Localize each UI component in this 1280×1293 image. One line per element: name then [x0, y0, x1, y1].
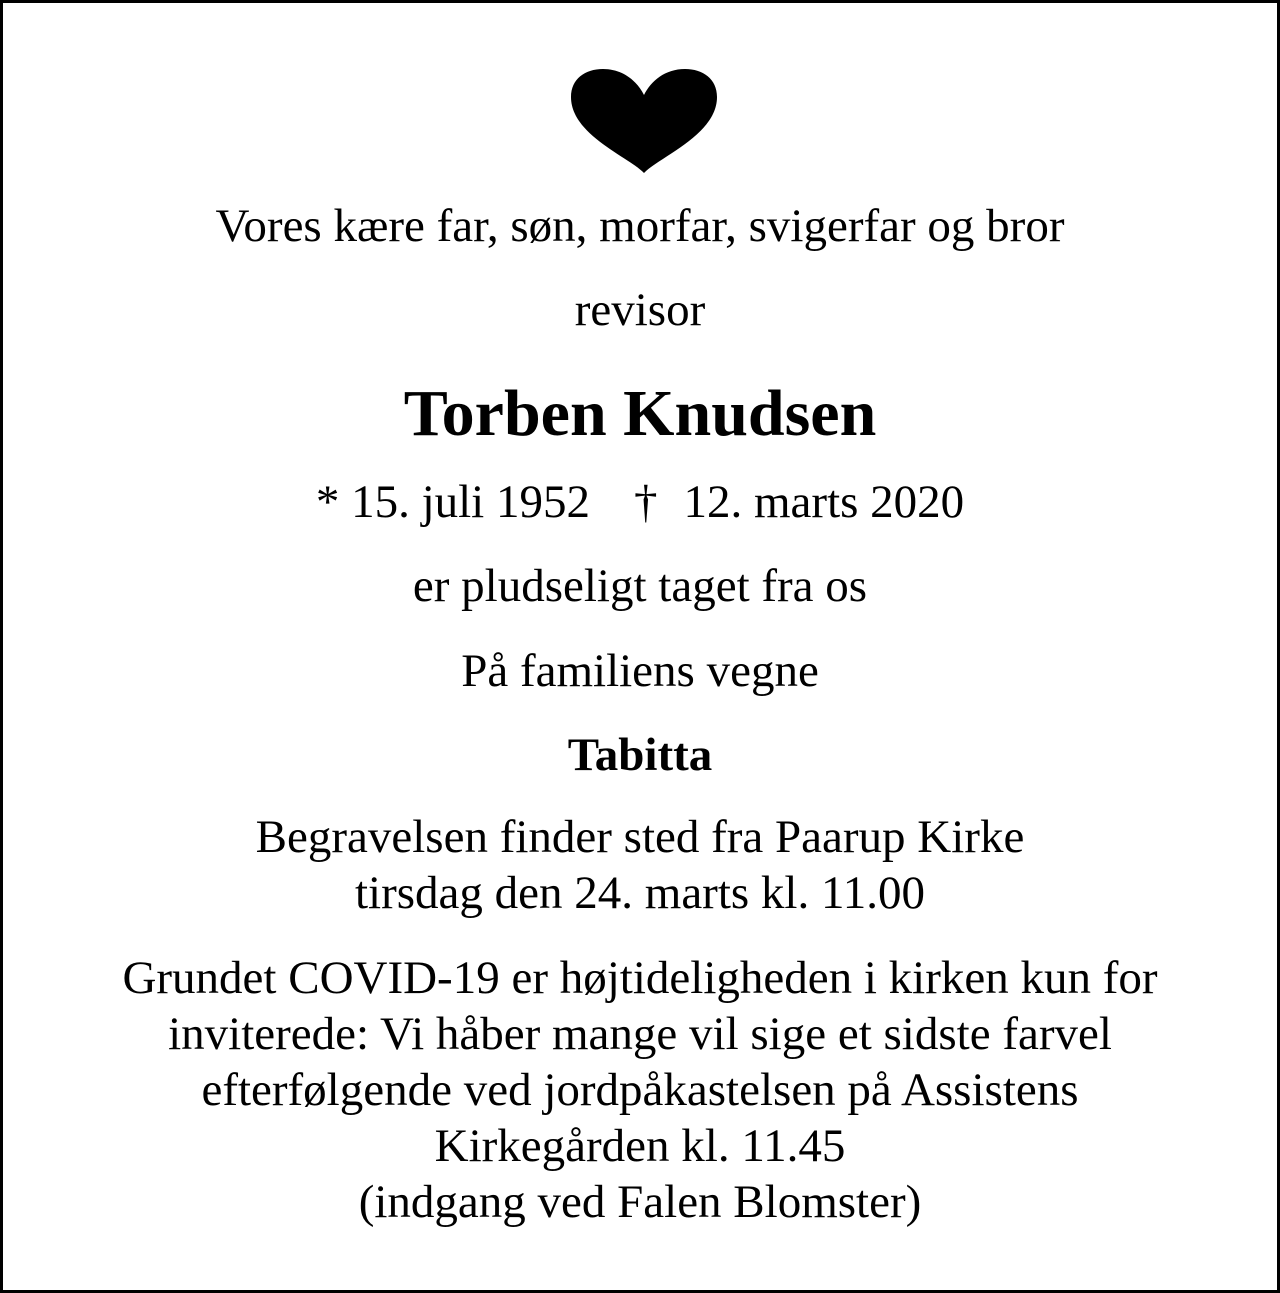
covid-line: (indgang ved Falen Blomster) — [358, 1176, 922, 1228]
funeral-line: tirsdag den 24. marts kl. 11.00 — [354, 867, 925, 919]
death-symbol: † — [634, 476, 658, 528]
passed-text: er pludseligt taget fra os — [412, 560, 868, 612]
life-dates — [3, 476, 1277, 528]
deceased-name: Torben Knudsen — [403, 377, 877, 450]
covid-line: efterfølgende ved jordpåkastelsen på Assistens — [201, 1064, 1079, 1116]
birth-date: 15. juli 1952 — [351, 476, 590, 528]
funeral-info — [3, 809, 1277, 921]
behalf-text: På familiens vegne — [461, 645, 819, 697]
birth-symbol: * — [315, 476, 340, 528]
signer-name: Tabitta — [567, 729, 713, 781]
heart-icon — [571, 69, 717, 173]
covid-line: Kirkegården kl. 11.45 — [434, 1120, 846, 1172]
covid-line: Grundet COVID-19 er højtideligheden i kirken kun for — [122, 952, 1158, 1004]
occupation-title: revisor — [574, 284, 706, 336]
funeral-line: Begravelsen finder sted fra Paarup Kirke — [255, 811, 1025, 863]
intro-text: Vores kære far, søn, morfar, svigerfar og bror — [215, 200, 1065, 252]
covid-line: inviterede: Vi håber mange vil sige et sidste farvel — [168, 1008, 1112, 1060]
death-date: 12. marts 2020 — [683, 476, 965, 528]
covid-info — [3, 950, 1277, 1230]
